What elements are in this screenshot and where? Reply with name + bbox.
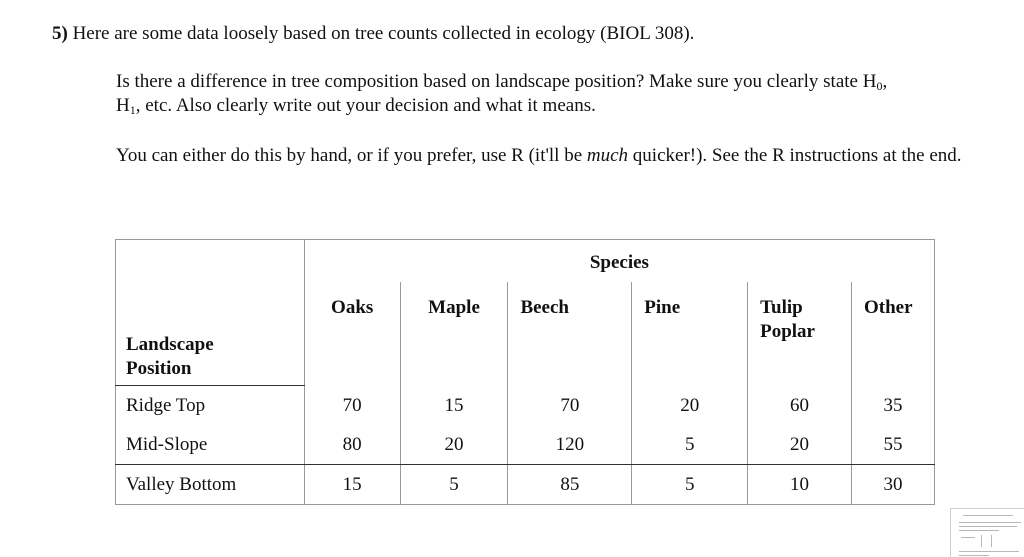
tulip-line-2: Poplar	[760, 320, 815, 342]
table-cell: 20	[400, 425, 508, 465]
tree-count-table	[115, 239, 935, 505]
thumbnail-text-line	[959, 530, 999, 531]
thumbnail-text-line	[961, 537, 975, 538]
column-header-other: Other	[852, 282, 935, 386]
question-heading	[52, 22, 694, 46]
table-cell: 30	[852, 465, 935, 505]
tulip-line-1: Tulip	[760, 296, 803, 318]
table-cell: 15	[304, 465, 400, 505]
row-label: Valley Bottom	[116, 465, 305, 505]
page-thumbnail[interactable]	[950, 508, 1024, 557]
table-cell: 60	[748, 386, 852, 426]
table-cell: 85	[508, 465, 632, 505]
table-cell: 5	[400, 465, 508, 505]
method-instructions	[116, 144, 996, 168]
table-cell: 15	[400, 386, 508, 426]
corner-line-1: Landscape	[126, 334, 214, 355]
method-emphasis: much	[586, 145, 629, 166]
table-row	[116, 465, 935, 505]
row-label: Ridge Top	[116, 386, 305, 426]
column-header-maple: Maple	[400, 282, 508, 386]
table-cell: 20	[748, 425, 852, 465]
thumbnail-text-line	[959, 555, 989, 556]
table-cell: 10	[748, 465, 852, 505]
instruction-text-d: , etc. Also clearly write out your decision and what it means.	[135, 95, 596, 116]
row-label: Mid-Slope	[116, 425, 305, 465]
table-row	[116, 425, 935, 465]
question-intro: Here are some data loosely based on tree counts collected in ecology (BIOL 308).	[67, 23, 695, 44]
table-cell: 5	[632, 425, 748, 465]
thumbnail-text-line	[991, 535, 992, 547]
table-cell: 55	[852, 425, 935, 465]
species-header: Species	[304, 240, 934, 282]
method-text-b: quicker!). See the R instructions at the end.	[628, 145, 962, 166]
hypothesis-instructions	[116, 70, 996, 118]
instruction-text-b: ,	[882, 71, 888, 92]
table-row	[116, 386, 935, 426]
thumbnail-text-line	[963, 515, 1013, 516]
column-header-pine: Pine	[632, 282, 748, 386]
table-cell: 70	[304, 386, 400, 426]
h0-subscript: 0	[876, 79, 883, 93]
corner-line-2: Position	[126, 358, 192, 379]
column-header-oaks: Oaks	[304, 282, 400, 386]
instruction-text-c: H	[116, 95, 130, 116]
method-text-a: You can either do this by hand, or if you prefer, use R (it'll be	[116, 145, 587, 166]
thumbnail-text-line	[959, 526, 1017, 527]
column-header-beech: Beech	[508, 282, 632, 386]
h1-subscript: 1	[129, 103, 136, 117]
thumbnail-text-line	[981, 535, 982, 547]
table-cell: 35	[852, 386, 935, 426]
instruction-text-a: Is there a difference in tree composition based on landscape position? Make sure you clearly state H	[116, 71, 877, 92]
column-header-tulip-poplar	[748, 282, 852, 386]
landscape-position-header	[116, 282, 305, 386]
table-cell: 70	[508, 386, 632, 426]
table-cell: 5	[632, 465, 748, 505]
table-cell: 120	[508, 425, 632, 465]
thumbnail-text-line	[959, 551, 1019, 552]
question-number: 5)	[52, 23, 68, 44]
table-cell: 80	[304, 425, 400, 465]
table-cell: 20	[632, 386, 748, 426]
thumbnail-text-line	[959, 522, 1021, 523]
